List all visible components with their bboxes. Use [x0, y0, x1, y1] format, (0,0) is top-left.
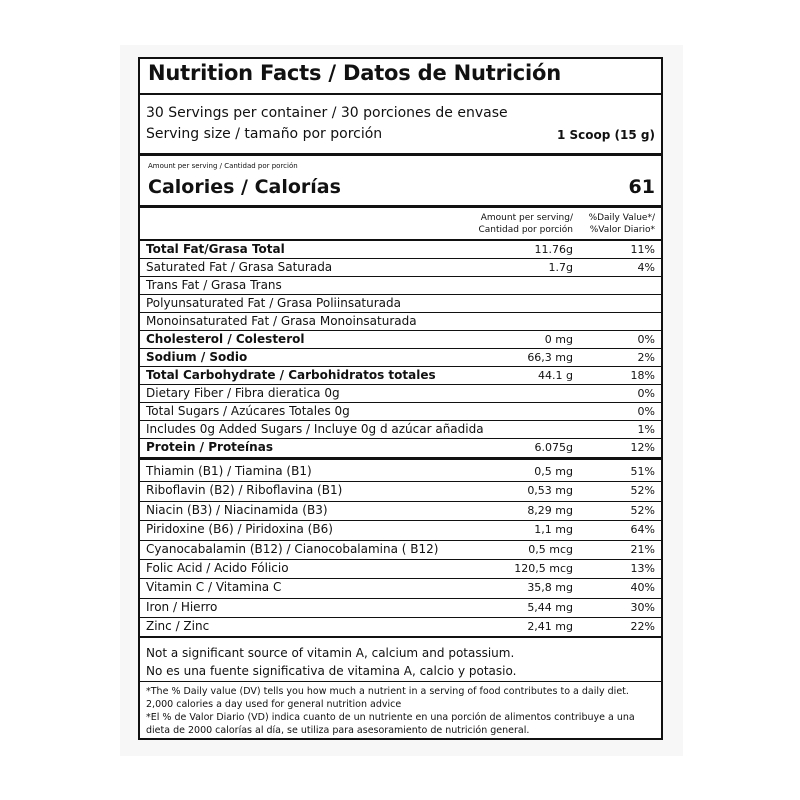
footnote-en: *The % Daily value (DV) tells you how much a nutrient in a serving of food contributes to a daily diet. 2,000 calories a day used for general nutrition advice	[146, 686, 629, 710]
vitamin-label: Iron / Hierro	[146, 599, 218, 614]
nutrient-row	[140, 241, 661, 259]
nutrient-amount: 11.76g	[534, 243, 573, 256]
vitamin-label: Niacin (B3) / Niacinamida (B3)	[146, 502, 328, 517]
nutrient-label: Includes 0g Added Sugars / Incluye 0g d azúcar añadida	[146, 422, 484, 436]
nutrient-daily-value: 1%	[637, 423, 655, 436]
calories-label: Calories / Calorías	[148, 176, 341, 198]
vitamin-daily-value: 22%	[630, 620, 655, 634]
vitamin-daily-value: 64%	[630, 523, 655, 537]
nutrient-daily-value: 0%	[637, 333, 655, 346]
nutrient-amount: 0 mg	[544, 333, 573, 346]
vitamin-row	[140, 599, 661, 618]
vitamin-label: Vitamin C / Vitamina C	[146, 580, 282, 595]
nutrient-label: Cholesterol / Colesterol	[146, 332, 305, 346]
nutrient-label: Dietary Fiber / Fibra dieratica 0g	[146, 386, 340, 400]
vitamin-amount: 5,44 mg	[527, 600, 573, 614]
vitamin-row	[140, 560, 661, 579]
nutrient-daily-value: 4%	[637, 261, 655, 274]
nutrient-row	[140, 421, 661, 439]
nutrient-row	[140, 385, 661, 403]
amount-header-line1: Amount per serving/	[480, 213, 573, 223]
vitamin-daily-value: 30%	[630, 600, 655, 614]
nutrition-facts-label	[138, 57, 663, 740]
nutrient-label: Sodium / Sodio	[146, 350, 248, 364]
vitamin-amount: 8,29 mg	[527, 503, 573, 517]
vitamin-amount: 35,8 mg	[527, 581, 573, 595]
nutrient-row	[140, 277, 661, 295]
nutrient-label: Polyunsaturated Fat / Grasa Poliinsaturada	[146, 296, 401, 310]
nutrient-amount: 1.7g	[548, 261, 573, 274]
nutrient-daily-value: 0%	[637, 387, 655, 400]
nutrient-amount: 66,3 mg	[527, 351, 573, 364]
nutrient-label: Total Sugars / Azúcares Totales 0g	[146, 404, 350, 418]
nutrient-amount: 44.1 g	[538, 369, 573, 382]
nutrient-row	[140, 331, 661, 349]
vitamin-daily-value: 21%	[630, 542, 655, 556]
vitamin-daily-value: 51%	[630, 465, 655, 478]
nutrient-daily-value: 12%	[630, 441, 655, 454]
nutrient-amount: 6.075g	[534, 441, 573, 454]
divider-thick	[140, 153, 661, 156]
vitamin-label: Cyanocabalamin (B12) / Cianocobalamina ( B12)	[146, 541, 439, 556]
vitamin-row	[140, 579, 661, 598]
nutrient-daily-value: 2%	[637, 351, 655, 364]
vitamin-amount: 0,5 mcg	[528, 542, 573, 556]
nutrient-label: Trans Fat / Grasa Trans	[146, 278, 282, 292]
vitamin-label: Zinc / Zinc	[146, 619, 210, 634]
nutrient-row	[140, 439, 661, 457]
vitamin-amount: 120,5 mcg	[514, 562, 573, 575]
nutrient-row	[140, 349, 661, 367]
vitamin-row	[140, 463, 661, 482]
calories-value: 61	[628, 176, 655, 198]
serving-size-value: 1 Scoop (15 g)	[557, 128, 655, 142]
vitamin-amount: 1,1 mg	[534, 523, 573, 537]
amount-header-line2: Cantidad por porción	[478, 225, 573, 235]
not-significant-es: No es una fuente significativa de vitamina A, calcio y potasio.	[146, 664, 517, 678]
nutrient-daily-value: 0%	[637, 405, 655, 418]
vitamin-row	[140, 482, 661, 501]
divider	[140, 636, 661, 638]
vitamin-row	[140, 618, 661, 637]
divider-thick	[140, 205, 661, 208]
vitamin-daily-value: 52%	[630, 503, 655, 517]
vitamin-label: Folic Acid / Acido Fólicio	[146, 561, 289, 575]
footnote-es: *El % de Valor Diario (VD) indica cuanto de un nutriente en una porción de alimentos contribuye a una dieta de 2000 calorías al día, se utiliza para asesoramiento de nutrición general.	[146, 712, 635, 736]
vitamin-label: Riboflavin (B2) / Riboflavina (B1)	[146, 483, 343, 498]
vitamin-amount: 0,5 mg	[534, 465, 573, 478]
divider-thick	[140, 457, 661, 460]
nutrient-row	[140, 403, 661, 421]
label-title: Nutrition Facts / Datos de Nutrición	[148, 61, 562, 85]
vitamin-label: Piridoxine (B6) / Piridoxina (B6)	[146, 522, 333, 537]
not-significant-en: Not a significant source of vitamin A, calcium and potassium.	[146, 646, 515, 660]
nutrient-label: Saturated Fat / Grasa Saturada	[146, 260, 333, 274]
vitamin-daily-value: 40%	[630, 581, 655, 595]
vitamin-row	[140, 502, 661, 521]
vitamin-daily-value: 52%	[630, 484, 655, 498]
nutrient-daily-value: 11%	[630, 243, 655, 256]
dv-header-line1: %Daily Value*/	[588, 213, 655, 223]
vitamin-label: Thiamin (B1) / Tiamina (B1)	[146, 464, 312, 478]
divider-thin	[140, 681, 661, 682]
vitamin-row	[140, 541, 661, 560]
nutrient-label: Total Fat/Grasa Total	[146, 242, 285, 256]
vitamin-amount: 2,41 mg	[527, 620, 573, 634]
nutrient-row	[140, 259, 661, 277]
vitamin-amount: 0,53 mg	[527, 484, 573, 498]
vitamin-daily-value: 13%	[630, 562, 655, 575]
servings-per-container: 30 Servings per container / 30 porciones de envase	[146, 105, 508, 121]
nutrient-label: Protein / Proteínas	[146, 440, 273, 454]
nutrient-row	[140, 367, 661, 385]
divider	[140, 93, 661, 95]
dv-header-line2: %Valor Diario*	[589, 225, 655, 235]
nutrient-label: Monoinsaturated Fat / Grasa Monoinsaturada	[146, 314, 417, 328]
amount-per-serving-small: Amount per serving / Cantidad por porción	[148, 162, 298, 170]
vitamin-row	[140, 521, 661, 540]
nutrient-label: Total Carbohydrate / Carbohidratos totales	[146, 368, 436, 382]
serving-size-label: Serving size / tamaño por porción	[146, 126, 383, 142]
nutrient-row	[140, 295, 661, 313]
nutrient-row	[140, 313, 661, 331]
nutrient-daily-value: 18%	[630, 369, 655, 382]
